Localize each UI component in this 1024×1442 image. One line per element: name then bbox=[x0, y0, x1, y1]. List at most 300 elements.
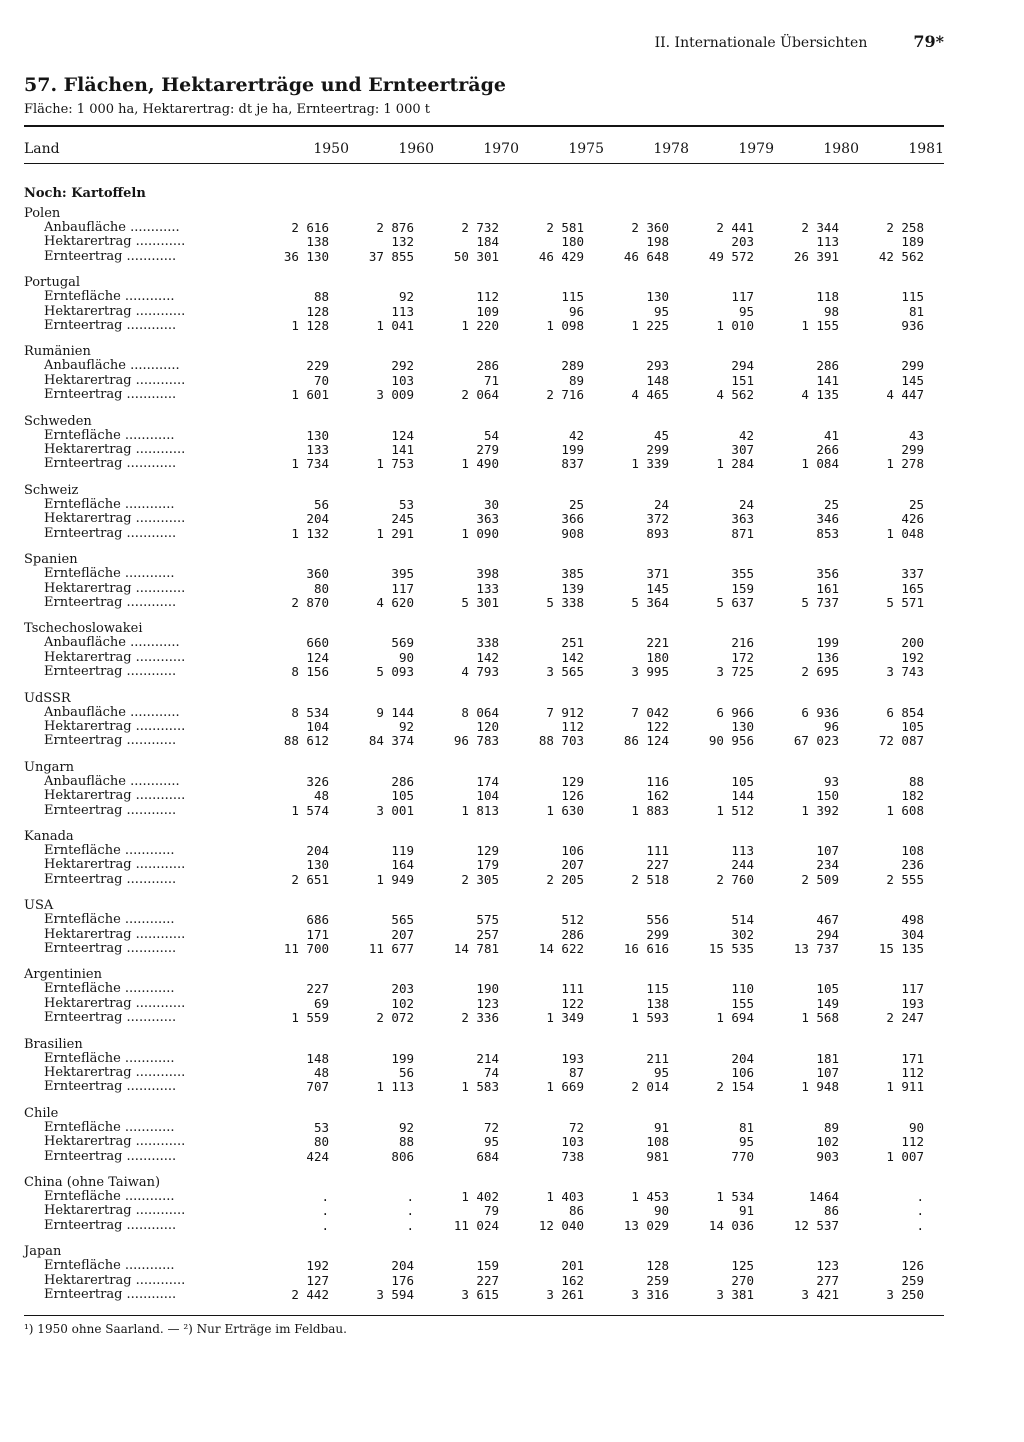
country-block bbox=[24, 1245, 944, 1302]
table-cell: 299 bbox=[646, 926, 669, 942]
table-cell: 277 bbox=[816, 1272, 839, 1288]
table-cell: 8 156 bbox=[291, 664, 329, 680]
table-cell: 113 bbox=[391, 303, 414, 319]
table-cell: 199 bbox=[561, 442, 584, 458]
table-cell: 2 336 bbox=[461, 1010, 499, 1026]
table-cell: 95 bbox=[738, 303, 754, 319]
table-cell: 1 010 bbox=[716, 318, 754, 334]
table-cell: 355 bbox=[731, 566, 754, 582]
table-cell: 286 bbox=[391, 773, 414, 789]
table-row bbox=[24, 1288, 944, 1302]
table-cell: 1 155 bbox=[801, 318, 839, 334]
table-cell: 123 bbox=[816, 1258, 839, 1274]
table-cell: . bbox=[916, 1189, 924, 1205]
table-cell: 2 441 bbox=[716, 220, 754, 235]
row-label: Ernteertrag ............ bbox=[44, 388, 177, 403]
table-cell: 2 258 bbox=[886, 220, 924, 235]
table-row bbox=[24, 443, 944, 457]
row-label: Ernteertrag ............ bbox=[44, 1288, 177, 1303]
table-cell: 1 349 bbox=[546, 1010, 584, 1026]
table-cell: 3 565 bbox=[546, 664, 584, 680]
table-cell: 144 bbox=[731, 788, 754, 804]
table-cell: 113 bbox=[731, 842, 754, 858]
row-label: Ernteertrag ............ bbox=[44, 665, 177, 680]
country-block bbox=[24, 622, 944, 679]
table-cell: . bbox=[321, 1203, 329, 1219]
row-label: Hektarertrag ............ bbox=[44, 789, 186, 804]
table-cell: 115 bbox=[646, 981, 669, 997]
country-block bbox=[24, 761, 944, 818]
table-cell: 398 bbox=[476, 566, 499, 582]
table-cell: 1 630 bbox=[546, 802, 584, 818]
table-cell: 90 956 bbox=[708, 733, 754, 749]
row-label: Ernteertrag ............ bbox=[44, 1011, 177, 1026]
table-cell: 92 bbox=[398, 289, 414, 305]
table-cell: 182 bbox=[901, 788, 924, 804]
row-label: Ernteertrag ............ bbox=[44, 803, 177, 818]
table-cell: 292 bbox=[391, 358, 414, 374]
table-cell: 130 bbox=[731, 718, 754, 734]
table-cell: 118 bbox=[816, 289, 839, 305]
country-block bbox=[24, 692, 944, 749]
country-block bbox=[24, 276, 944, 333]
column-header-year: 1970 bbox=[483, 141, 519, 157]
table-cell: 88 bbox=[313, 289, 329, 305]
table-cell: 138 bbox=[646, 995, 669, 1011]
table-cell: 2 344 bbox=[801, 220, 839, 235]
table-cell: 346 bbox=[816, 511, 839, 527]
table-cell: 25 bbox=[908, 496, 924, 512]
table-cell: 3 995 bbox=[631, 664, 669, 680]
table-cell: 575 bbox=[476, 912, 499, 928]
table-row bbox=[24, 457, 944, 471]
table-cell: 1 392 bbox=[801, 802, 839, 818]
table-cell: 96 bbox=[568, 303, 584, 319]
row-label: Ernteertrag ............ bbox=[44, 457, 177, 472]
table-cell: 229 bbox=[306, 358, 329, 374]
row-label: Hektarertrag ............ bbox=[44, 1204, 186, 1219]
table-cell: 24 bbox=[738, 496, 754, 512]
table-cell: 498 bbox=[901, 912, 924, 928]
table-row bbox=[24, 844, 944, 858]
table-cell: 130 bbox=[306, 427, 329, 443]
table-cell: 171 bbox=[901, 1050, 924, 1066]
table-cell: 53 bbox=[313, 1119, 329, 1135]
table-cell: 107 bbox=[816, 1065, 839, 1081]
table-cell: 112 bbox=[561, 718, 584, 734]
table-cell: 119 bbox=[391, 842, 414, 858]
country-block bbox=[24, 899, 944, 956]
table-cell: 3 743 bbox=[886, 664, 924, 680]
table-cell: 150 bbox=[816, 788, 839, 804]
row-label: Erntefläche ............ bbox=[44, 1051, 175, 1066]
table-cell: 426 bbox=[901, 511, 924, 527]
table-cell: 192 bbox=[306, 1258, 329, 1274]
table-cell: 180 bbox=[646, 649, 669, 665]
table-cell: 2 205 bbox=[546, 871, 584, 887]
table-cell: 80 bbox=[313, 580, 329, 596]
table-cell: 3 615 bbox=[461, 1287, 499, 1303]
table-cell: 112 bbox=[901, 1134, 924, 1150]
table-cell: 1 583 bbox=[461, 1079, 499, 1095]
table-cell: 104 bbox=[306, 718, 329, 734]
table-cell: 74 bbox=[483, 1065, 499, 1081]
table-cell: 2 509 bbox=[801, 871, 839, 887]
table-cell: 5 093 bbox=[376, 664, 414, 680]
table-row bbox=[24, 1052, 944, 1066]
table-cell: 304 bbox=[901, 926, 924, 942]
country-name: USA bbox=[24, 898, 54, 914]
country-name: Spanien bbox=[24, 552, 78, 568]
table-cell: 1 291 bbox=[376, 525, 414, 541]
table-cell: 117 bbox=[391, 580, 414, 596]
table-cell: 204 bbox=[731, 1050, 754, 1066]
table-cell: 149 bbox=[816, 995, 839, 1011]
table-cell: 129 bbox=[476, 842, 499, 858]
table-cell: 105 bbox=[731, 773, 754, 789]
row-label: Erntefläche ............ bbox=[44, 497, 175, 512]
row-label: Hektarertrag ............ bbox=[44, 304, 186, 319]
table-row bbox=[24, 651, 944, 665]
table-cell: 133 bbox=[306, 442, 329, 458]
table-cell: 36 130 bbox=[283, 248, 329, 264]
table-cell: 372 bbox=[646, 511, 669, 527]
table-cell: 141 bbox=[816, 372, 839, 388]
table-cell: 3 009 bbox=[376, 387, 414, 403]
table-cell: 139 bbox=[561, 580, 584, 596]
table-row bbox=[24, 789, 944, 803]
column-header-year: 1979 bbox=[738, 141, 774, 157]
table-cell: 56 bbox=[313, 496, 329, 512]
table-cell: 102 bbox=[816, 1134, 839, 1150]
table-cell: 110 bbox=[731, 981, 754, 997]
country-name: Japan bbox=[24, 1244, 62, 1260]
table-cell: 172 bbox=[731, 649, 754, 665]
table-cell: 129 bbox=[561, 773, 584, 789]
running-head bbox=[24, 32, 944, 58]
table-cell: 53 bbox=[398, 496, 414, 512]
table-cell: 684 bbox=[476, 1148, 499, 1164]
table-cell: . bbox=[406, 1189, 414, 1205]
table-row bbox=[24, 1150, 944, 1164]
section-title: Noch: Kartoffeln bbox=[24, 186, 146, 201]
table-cell: 2 518 bbox=[631, 871, 669, 887]
table-cell: 871 bbox=[731, 525, 754, 541]
table-cell: 148 bbox=[306, 1050, 329, 1066]
table-cell: 356 bbox=[816, 566, 839, 582]
table-cell: 286 bbox=[816, 358, 839, 374]
table-cell: 12 040 bbox=[538, 1217, 584, 1233]
table-cell: 92 bbox=[398, 718, 414, 734]
country-name: Schweiz bbox=[24, 482, 79, 498]
table-cell: 1 402 bbox=[461, 1189, 499, 1205]
row-label: Ernteertrag ............ bbox=[44, 1218, 177, 1233]
units-note: Fläche: 1 000 ha, Hektarertrag: dt je ha, Ernteertrag: 1 000 t bbox=[24, 102, 430, 117]
table-cell: 1 559 bbox=[291, 1010, 329, 1026]
row-label: Anbaufläche ............ bbox=[44, 221, 180, 235]
table-cell: 1 813 bbox=[461, 802, 499, 818]
row-label: Anbaufläche ............ bbox=[44, 359, 180, 374]
table-row bbox=[24, 1219, 944, 1233]
table-cell: 200 bbox=[901, 635, 924, 651]
table-cell: 126 bbox=[901, 1258, 924, 1274]
table-row bbox=[24, 913, 944, 927]
table-cell: 2 360 bbox=[631, 220, 669, 235]
column-header-year: 1980 bbox=[823, 141, 859, 157]
table-cell: 116 bbox=[646, 773, 669, 789]
country-block bbox=[24, 553, 944, 610]
table-cell: 24 bbox=[653, 496, 669, 512]
table-cell: 117 bbox=[901, 981, 924, 997]
table-cell: 3 725 bbox=[716, 664, 754, 680]
table-cell: 41 bbox=[823, 427, 839, 443]
table-row bbox=[24, 720, 944, 734]
table-cell: 25 bbox=[823, 496, 839, 512]
table-cell: 259 bbox=[646, 1272, 669, 1288]
table-row bbox=[24, 706, 944, 720]
table-cell: 6 936 bbox=[801, 704, 839, 720]
table-cell: 1 734 bbox=[291, 456, 329, 472]
table-cell: 234 bbox=[816, 857, 839, 873]
table-row bbox=[24, 388, 944, 402]
table-cell: 128 bbox=[646, 1258, 669, 1274]
table-row bbox=[24, 582, 944, 596]
row-label: Hektarertrag ............ bbox=[44, 650, 186, 665]
table-cell: 3 316 bbox=[631, 1287, 669, 1303]
table-cell: 12 537 bbox=[793, 1217, 839, 1233]
table-cell: 3 594 bbox=[376, 1287, 414, 1303]
table-cell: 15 535 bbox=[708, 941, 754, 956]
table-row bbox=[24, 374, 944, 388]
table-row bbox=[24, 775, 944, 789]
table-row bbox=[24, 1259, 944, 1273]
table-row bbox=[24, 942, 944, 956]
table-cell: 211 bbox=[646, 1050, 669, 1066]
country-name: Kanada bbox=[24, 828, 74, 844]
table-cell: 127 bbox=[306, 1272, 329, 1288]
table-cell: 207 bbox=[561, 857, 584, 873]
table-cell: 1 090 bbox=[461, 525, 499, 541]
table-cell: 565 bbox=[391, 912, 414, 928]
row-label: Erntefläche ............ bbox=[44, 428, 175, 443]
table-cell: 4 465 bbox=[631, 387, 669, 403]
table-cell: 204 bbox=[306, 511, 329, 527]
table-cell: 104 bbox=[476, 788, 499, 804]
table-row bbox=[24, 319, 944, 333]
table-cell: 199 bbox=[391, 1050, 414, 1066]
country-block bbox=[24, 830, 944, 887]
table-cell: 161 bbox=[816, 580, 839, 596]
table-cell: 124 bbox=[306, 649, 329, 665]
table-cell: 4 135 bbox=[801, 387, 839, 403]
table-cell: 8 064 bbox=[461, 704, 499, 720]
table-cell: 81 bbox=[738, 1119, 754, 1135]
table-cell: 1 128 bbox=[291, 318, 329, 334]
table-cell: 2 555 bbox=[886, 871, 924, 887]
country-name: Brasilien bbox=[24, 1036, 83, 1052]
table-cell: 108 bbox=[646, 1134, 669, 1150]
country-block bbox=[24, 345, 944, 402]
table-cell: 25 bbox=[568, 496, 584, 512]
table-cell: 227 bbox=[306, 981, 329, 997]
table-cell: 159 bbox=[476, 1258, 499, 1274]
table-cell: 1 574 bbox=[291, 802, 329, 818]
table-cell: 221 bbox=[646, 635, 669, 651]
table-cell: 7 042 bbox=[631, 704, 669, 720]
table-row bbox=[24, 1066, 944, 1080]
table-row bbox=[24, 221, 944, 235]
table-cell: 251 bbox=[561, 635, 584, 651]
table-cell: 1 225 bbox=[631, 318, 669, 334]
table-cell: 2 442 bbox=[291, 1287, 329, 1303]
table-cell: . bbox=[406, 1203, 414, 1219]
table-cell: 130 bbox=[306, 857, 329, 873]
table-cell: 165 bbox=[901, 580, 924, 596]
table-cell: 4 620 bbox=[376, 594, 414, 610]
table-cell: 159 bbox=[731, 580, 754, 596]
column-header-year: 1960 bbox=[398, 141, 434, 157]
row-label: Hektarertrag ............ bbox=[44, 373, 186, 388]
table-cell: 2 581 bbox=[546, 220, 584, 235]
table-cell: 2 014 bbox=[631, 1079, 669, 1095]
row-label: Hektarertrag ............ bbox=[44, 858, 186, 873]
table-cell: 424 bbox=[306, 1148, 329, 1164]
table-cell: 1 453 bbox=[631, 1189, 669, 1205]
table-cell: 203 bbox=[391, 981, 414, 997]
table-cell: 103 bbox=[391, 372, 414, 388]
table-cell: 1 948 bbox=[801, 1079, 839, 1095]
table-cell: 5 637 bbox=[716, 594, 754, 610]
table-cell: 244 bbox=[731, 857, 754, 873]
table-cell: 142 bbox=[561, 649, 584, 665]
country-name: Polen bbox=[24, 206, 61, 221]
table-cell: 48 bbox=[313, 1065, 329, 1081]
row-label: Erntefläche ............ bbox=[44, 290, 175, 305]
table-cell: 115 bbox=[901, 289, 924, 305]
table-cell: 286 bbox=[476, 358, 499, 374]
row-label: Ernteertrag ............ bbox=[44, 734, 177, 749]
table-cell: 11 024 bbox=[453, 1217, 499, 1233]
row-label: Ernteertrag ............ bbox=[44, 1149, 177, 1164]
table-cell: 556 bbox=[646, 912, 669, 928]
table-cell: 72 087 bbox=[878, 733, 924, 749]
table-cell: 69 bbox=[313, 995, 329, 1011]
table-cell: 79 bbox=[483, 1203, 499, 1219]
row-label: Hektarertrag ............ bbox=[44, 581, 186, 596]
country-name: Ungarn bbox=[24, 759, 74, 775]
table-row bbox=[24, 512, 944, 526]
table-cell: 142 bbox=[476, 649, 499, 665]
column-header-year: 1978 bbox=[653, 141, 689, 157]
table-cell: 514 bbox=[731, 912, 754, 928]
table-cell: 56 bbox=[398, 1065, 414, 1081]
table-cell: 270 bbox=[731, 1272, 754, 1288]
country-block bbox=[24, 415, 944, 472]
row-label: Ernteertrag ............ bbox=[44, 1080, 177, 1095]
table-cell: 184 bbox=[476, 234, 499, 250]
table-cell: 105 bbox=[816, 981, 839, 997]
table-cell: 660 bbox=[306, 635, 329, 651]
table-cell: 179 bbox=[476, 857, 499, 873]
row-label: Anbaufläche ............ bbox=[44, 774, 180, 789]
table-cell: 294 bbox=[816, 926, 839, 942]
table-cell: 1464 bbox=[808, 1189, 839, 1205]
table-cell: 2 695 bbox=[801, 664, 839, 680]
table-cell: 42 bbox=[568, 427, 584, 443]
table-cell: 96 783 bbox=[453, 733, 499, 749]
table-row bbox=[24, 359, 944, 373]
page-number: 79* bbox=[913, 32, 944, 51]
table-cell: 366 bbox=[561, 511, 584, 527]
row-label: Hektarertrag ............ bbox=[44, 927, 186, 942]
table-cell: 3 001 bbox=[376, 802, 414, 818]
table-cell: 2 154 bbox=[716, 1079, 754, 1095]
table-cell: 138 bbox=[306, 234, 329, 250]
table-cell: 125 bbox=[731, 1258, 754, 1274]
table-row bbox=[24, 305, 944, 319]
table-cell: 1 284 bbox=[716, 456, 754, 472]
table-cell: 6 966 bbox=[716, 704, 754, 720]
row-label: Ernteertrag ............ bbox=[44, 526, 177, 541]
table-cell: 113 bbox=[816, 234, 839, 250]
table-cell: 71 bbox=[483, 372, 499, 388]
table-cell: 90 bbox=[653, 1203, 669, 1219]
table-cell: 1 568 bbox=[801, 1010, 839, 1026]
table-cell: 326 bbox=[306, 773, 329, 789]
table-cell: 1 278 bbox=[886, 456, 924, 472]
row-label: Hektarertrag ............ bbox=[44, 1273, 186, 1288]
table-cell: 1 883 bbox=[631, 802, 669, 818]
country-name: China (ohne Taiwan) bbox=[24, 1175, 161, 1191]
table-cell: 37 855 bbox=[368, 248, 414, 264]
table-cell: 122 bbox=[561, 995, 584, 1011]
table-cell: 207 bbox=[391, 926, 414, 942]
column-header-year: 1981 bbox=[908, 141, 944, 157]
table-cell: 2 732 bbox=[461, 220, 499, 235]
table-cell: 95 bbox=[653, 303, 669, 319]
row-label: Ernteertrag ............ bbox=[44, 595, 177, 610]
table-cell: 72 bbox=[483, 1119, 499, 1135]
table-cell: 257 bbox=[476, 926, 499, 942]
table-cell: 14 781 bbox=[453, 941, 499, 956]
table-cell: 1 534 bbox=[716, 1189, 754, 1205]
table-cell: 1 048 bbox=[886, 525, 924, 541]
table-cell: 164 bbox=[391, 857, 414, 873]
table-cell: 2 651 bbox=[291, 871, 329, 887]
table-cell: 1 490 bbox=[461, 456, 499, 472]
row-label: Erntefläche ............ bbox=[44, 982, 175, 997]
table-cell: 1 608 bbox=[886, 802, 924, 818]
table-cell: 86 124 bbox=[623, 733, 669, 749]
table-cell: 7 912 bbox=[546, 704, 584, 720]
table-row bbox=[24, 873, 944, 887]
table-cell: 512 bbox=[561, 912, 584, 928]
table-cell: 770 bbox=[731, 1148, 754, 1164]
row-label: Anbaufläche ............ bbox=[44, 705, 180, 720]
table-row bbox=[24, 527, 944, 541]
country-block bbox=[24, 484, 944, 541]
table-cell: 171 bbox=[306, 926, 329, 942]
table-cell: 95 bbox=[738, 1134, 754, 1150]
table-cell: 107 bbox=[816, 842, 839, 858]
table-cell: 141 bbox=[391, 442, 414, 458]
table-cell: 126 bbox=[561, 788, 584, 804]
table-cell: 1 911 bbox=[886, 1079, 924, 1095]
row-label: Erntefläche ............ bbox=[44, 913, 175, 928]
table-cell: 371 bbox=[646, 566, 669, 582]
table-cell: 2 305 bbox=[461, 871, 499, 887]
table-cell: 91 bbox=[653, 1119, 669, 1135]
